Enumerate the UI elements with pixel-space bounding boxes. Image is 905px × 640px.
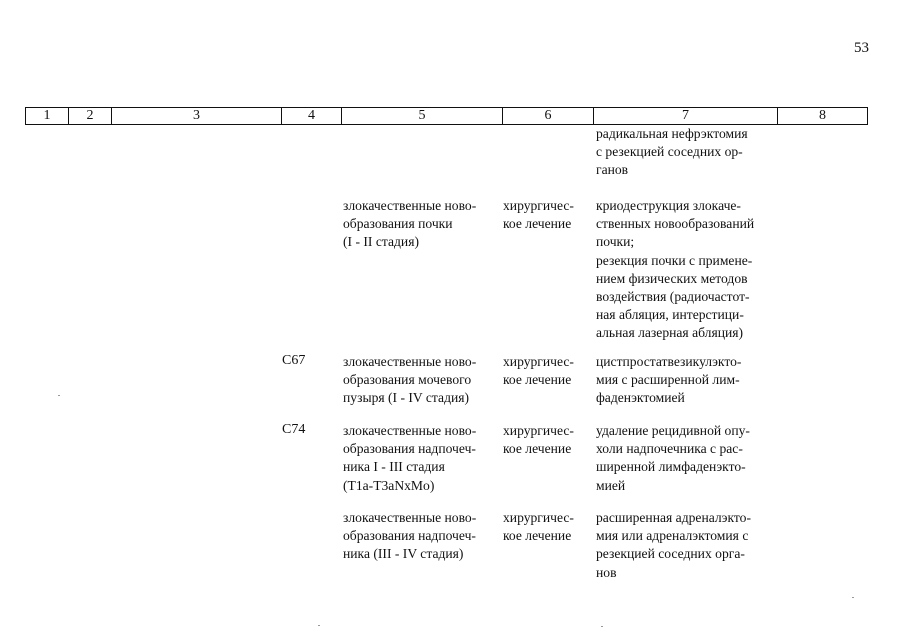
- scan-speck: [852, 597, 854, 598]
- header-col-3: 3: [112, 108, 282, 125]
- row-4-treatment: хирургичес- кое лечение: [503, 510, 574, 544]
- row-3-code: C74: [282, 422, 306, 437]
- header-col-7: 7: [594, 108, 778, 125]
- header-col-1: 1: [26, 108, 69, 125]
- scan-speck: [318, 625, 320, 626]
- row-2-treatment: хирургичес- кое лечение: [503, 354, 574, 388]
- row-3-diagnosis: злокачественные ново- образования надпочеч- ника I - III стадия (T1a-T3aNxMo): [343, 423, 477, 493]
- row-0-method: радикальная нефрэктомия с резекцией соседних ор- ганов: [596, 126, 748, 178]
- row-2-diagnosis: злокачественные ново- образования мочевого пузыря (I - IV стадия): [343, 354, 477, 406]
- header-col-4: 4: [282, 108, 342, 125]
- header-col-8: 8: [778, 108, 868, 125]
- row-1-method: криодеструкция злокаче- ственных новообразований почки; резекция почки с примене- нием физических методов воздействия (радиочастот- ная абляция, интерстици- альная лазерная абляция): [596, 198, 755, 341]
- row-1-treatment: хирургичес- кое лечение: [503, 198, 574, 232]
- page-number: 53: [854, 40, 869, 56]
- header-col-2: 2: [69, 108, 112, 125]
- header-col-6: 6: [503, 108, 594, 125]
- scan-speck: [58, 395, 60, 396]
- row-2-code: C67: [282, 353, 306, 368]
- row-4-diagnosis: злокачественные ново- образования надпочеч- ника (III - IV стадия): [343, 510, 477, 562]
- row-2-method: цистпростатвезикулэкто- мия с расширенной лим- фаденэктомией: [596, 354, 742, 406]
- header-col-5: 5: [342, 108, 503, 125]
- row-3-treatment: хирургичес- кое лечение: [503, 423, 574, 457]
- row-1-diagnosis: злокачественные ново- образования почки (I - II стадия): [343, 198, 477, 250]
- row-4-method: расширенная адреналэкто- мия или адреналэктомия с резекцией соседних орга- нов: [596, 510, 752, 580]
- scan-speck: [601, 626, 603, 627]
- table-header: [25, 107, 868, 125]
- row-3-method: удаление рецидивной опу- холи надпочечника с рас- ширенной лимфаденэкто- мией: [596, 423, 750, 493]
